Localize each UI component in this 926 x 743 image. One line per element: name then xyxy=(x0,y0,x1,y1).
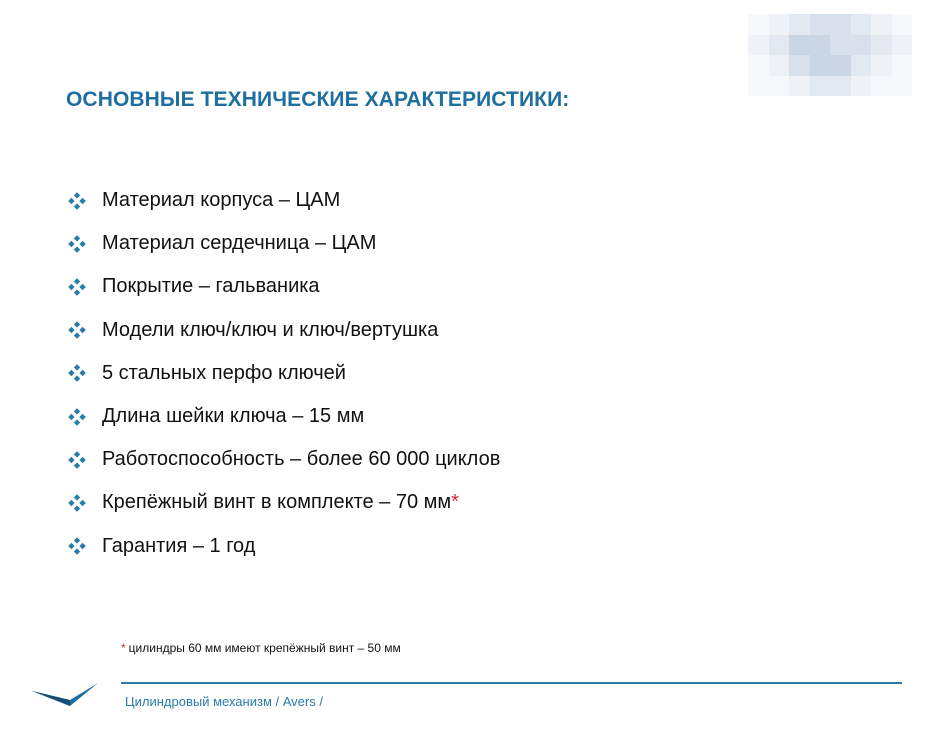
spec-item xyxy=(68,395,500,438)
bullet-icon xyxy=(68,494,86,512)
spec-list xyxy=(68,179,500,568)
footnote-asterisk: * xyxy=(121,641,126,655)
spec-item xyxy=(68,179,500,222)
footer-divider xyxy=(121,682,902,684)
bullet-icon xyxy=(68,408,86,426)
spec-text: Модели ключ/ключ и ключ/вертушка xyxy=(102,318,439,341)
spec-text: Крепёжный винт в комплекте – 70 мм xyxy=(102,491,452,514)
spec-text: Материал сердечница – ЦАМ xyxy=(102,232,377,255)
bullet-icon xyxy=(68,537,86,555)
spec-item xyxy=(68,525,500,568)
spec-text: Гарантия – 1 год xyxy=(102,534,256,557)
bullet-icon xyxy=(68,321,86,339)
bullet-icon xyxy=(68,364,86,382)
spec-item xyxy=(68,222,500,265)
page-title: ОСНОВНЫЕ ТЕХНИЧЕСКИЕ ХАРАКТЕРИСТИКИ: xyxy=(66,88,570,111)
spec-item xyxy=(68,352,500,395)
bullet-icon xyxy=(68,278,86,296)
spec-text: Длина шейки ключа – 15 мм xyxy=(102,405,365,428)
spec-item xyxy=(68,481,500,524)
spec-text: Покрытие – гальваника xyxy=(102,275,320,298)
footnote-text: цилиндры 60 мм имеют крепёжный винт – 50 мм xyxy=(128,641,401,655)
spec-text: 5 стальных перфо ключей xyxy=(102,361,346,384)
bullet-icon xyxy=(68,235,86,253)
spec-item xyxy=(68,265,500,308)
spec-text: Материал корпуса – ЦАМ xyxy=(102,189,341,212)
footnote-mark: * xyxy=(451,491,459,514)
footnote xyxy=(121,641,401,655)
brand-logo-icon xyxy=(30,679,100,709)
spec-text: Работоспособность – более 60 000 циклов xyxy=(102,448,501,471)
bullet-icon xyxy=(68,451,86,469)
spec-item xyxy=(68,438,500,481)
breadcrumb: Цилиндровый механизм / Avers / xyxy=(125,694,323,709)
spec-item xyxy=(68,309,500,352)
bullet-icon xyxy=(68,192,86,210)
blurred-logo-image xyxy=(748,14,912,96)
